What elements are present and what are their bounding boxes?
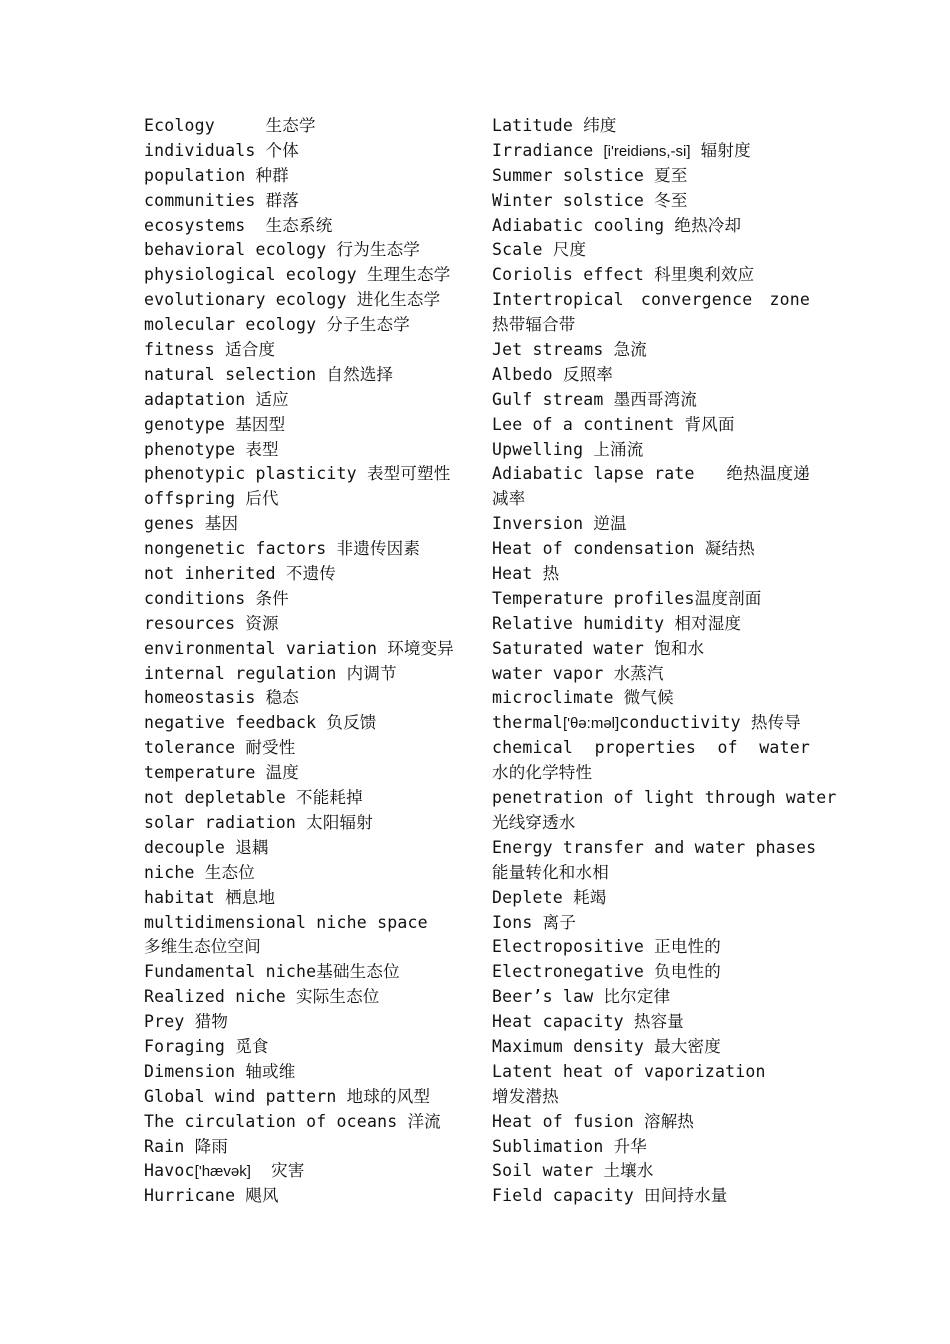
glossary-entry: resources 资源: [144, 613, 279, 633]
glossary-entry: Electronegative 负电性的: [492, 962, 721, 982]
glossary-entry-continuation: 热带辐合带: [492, 315, 576, 335]
glossary-entry: Lee of a continent 背风面: [492, 414, 735, 434]
glossary-entry: negative feedback 负反馈: [144, 713, 377, 733]
translation: 灾害: [250, 1161, 305, 1181]
glossary-entry: Heat of fusion 溶解热: [492, 1111, 695, 1131]
glossary-entry: Albedo 反照率: [492, 364, 614, 384]
glossary-entry: evolutionary ecology 进化生态学: [144, 290, 441, 310]
translation: 绝热温度递: [726, 464, 810, 484]
term-word: convergence: [640, 290, 753, 310]
glossary-entry: Inversion 逆温: [492, 514, 627, 534]
glossary-entry: conditions 条件: [144, 588, 289, 608]
glossary-entry-continuation: 减率: [492, 489, 526, 509]
glossary-entry: Coriolis effect 科里奥利效应: [492, 265, 755, 285]
glossary-entry: The circulation of oceans 洋流: [144, 1111, 441, 1131]
glossary-entry: Latitude 纬度: [492, 116, 617, 135]
term-word: of: [717, 738, 738, 758]
glossary-entry: temperature 温度: [144, 763, 300, 783]
glossary-entry: solar radiation 太阳辐射: [144, 812, 373, 832]
glossary-entry: Prey 猎物: [144, 1012, 229, 1032]
term: thermal: [492, 713, 563, 733]
term: Adiabatic lapse rate: [492, 464, 695, 484]
glossary-entry: microclimate 微气候: [492, 688, 674, 708]
glossary-entry: natural selection 自然选择: [144, 364, 394, 384]
glossary-entry: Global wind pattern 地球的风型: [144, 1086, 431, 1106]
glossary-entry: Soil water 土壤水: [492, 1161, 654, 1181]
glossary-entry: Realized niche 实际生态位: [144, 987, 380, 1007]
term-word: water: [759, 738, 810, 758]
glossary-entry: environmental variation 环境变异: [144, 638, 455, 658]
glossary-entry-chemical: [492, 736, 810, 761]
glossary-entry: Latent heat of vaporization: [492, 1061, 766, 1081]
glossary-entry: Jet streams 急流: [492, 340, 648, 360]
glossary-entry: penetration of light through water: [492, 788, 837, 808]
glossary-entry-irradiance: [492, 139, 810, 164]
glossary-entry: Deplete 耗竭: [492, 887, 607, 907]
glossary-entry: Summer solstice 夏至: [492, 165, 688, 185]
glossary-entry: individuals 个体: [144, 140, 300, 160]
glossary-entry-havoc: [144, 1159, 474, 1184]
glossary-entry: not inherited 不遗传: [144, 564, 336, 584]
glossary-entry-continuation: 水的化学特性: [492, 763, 593, 783]
term: Irradiance: [492, 140, 604, 160]
glossary-entry-continuation: 能量转化和水相: [492, 862, 609, 882]
term-word: chemical: [492, 738, 574, 758]
glossary-entry: population 种群: [144, 165, 289, 185]
glossary-entry: Scale 尺度: [492, 240, 587, 260]
right-column: [492, 114, 837, 1209]
glossary-entry: multidimensional niche space: [144, 912, 428, 932]
glossary-entry: Dimension 轴或维: [144, 1061, 296, 1081]
glossary-entry: Hurricane 飓风: [144, 1186, 279, 1206]
glossary-entry: phenotype 表型: [144, 439, 279, 459]
glossary-entry: offspring 后代: [144, 489, 279, 509]
translation: conductivity 热传导: [619, 713, 802, 733]
glossary-entry: fitness 适合度: [144, 340, 276, 360]
glossary-entry: molecular ecology 分子生态学: [144, 315, 410, 335]
glossary-entry: phenotypic plasticity 表型可塑性: [144, 464, 451, 484]
glossary-entry: Heat of condensation 凝结热: [492, 539, 755, 559]
glossary-entry: nongenetic factors 非遗传因素: [144, 539, 421, 559]
glossary-entry: communities 群落: [144, 190, 300, 210]
glossary-entry: genotype 基因型: [144, 414, 286, 434]
glossary-entry: Rain 降雨: [144, 1136, 229, 1156]
glossary-entry: Fundamental niche基础生态位: [144, 962, 400, 982]
glossary-entry: Maximum density 最大密度: [492, 1036, 721, 1056]
glossary-entry-lapse-rate: [492, 462, 810, 487]
glossary-entry: Saturated water 饱和水: [492, 638, 705, 658]
glossary-entry: Foraging 觅食: [144, 1036, 269, 1056]
glossary-entry: Adiabatic cooling 绝热冷却: [492, 215, 742, 235]
glossary-entry: tolerance 耐受性: [144, 738, 296, 758]
glossary-entry: Ecology 生态学: [144, 116, 316, 135]
glossary-entry: Beer’s law 比尔定律: [492, 987, 671, 1007]
glossary-entry-continuation: 光线穿透水: [492, 812, 576, 832]
glossary-entry: behavioral ecology 行为生态学: [144, 240, 421, 260]
glossary-entry: water vapor 水蒸汽: [492, 663, 664, 683]
glossary-entry: Gulf stream 墨西哥湾流: [492, 389, 698, 409]
glossary-entry: not depletable 不能耗掉: [144, 788, 363, 808]
glossary-entry: Relative humidity 相对湿度: [492, 613, 742, 633]
term-word: properties: [594, 738, 696, 758]
glossary-entry-itcz: [492, 288, 810, 313]
glossary-entry: Electropositive 正电性的: [492, 937, 721, 957]
glossary-entry: Upwelling 上涌流: [492, 439, 644, 459]
phonetic: [i'reidiəns,-si]: [603, 142, 691, 160]
glossary-entry: ecosystems 生态系统: [144, 215, 333, 235]
glossary-entry-thermal: [492, 711, 810, 736]
glossary-entry: Energy transfer and water phases: [492, 837, 817, 857]
glossary-entry: Field capacity 田间持水量: [492, 1186, 728, 1206]
glossary-entry: physiological ecology 生理生态学: [144, 265, 451, 285]
phonetic: ['hævək]: [194, 1163, 251, 1181]
term-word: zone: [769, 290, 810, 310]
translation: 辐射度: [690, 140, 751, 160]
glossary-entry: niche 生态位: [144, 862, 255, 882]
glossary-entry: Ions 离子: [492, 912, 577, 932]
term-word: Intertropical: [492, 290, 624, 310]
glossary-entry: Sublimation 升华: [492, 1136, 648, 1156]
glossary-entry: adaptation 适应: [144, 389, 289, 409]
glossary-entry-continuation: 多维生态位空间: [144, 937, 261, 957]
glossary-entry: genes 基因: [144, 514, 239, 534]
glossary-entry: habitat 栖息地: [144, 887, 276, 907]
glossary-entry: Winter solstice 冬至: [492, 190, 688, 210]
glossary-entry: decouple 退耦: [144, 837, 269, 857]
glossary-entry-continuation: 增发潜热: [492, 1086, 559, 1106]
glossary-entry: Temperature profiles温度剖面: [492, 588, 762, 608]
phonetic: ['θə:məl]: [562, 715, 620, 733]
left-column: [144, 114, 474, 1209]
glossary-entry: Heat 热: [492, 564, 560, 584]
term: Havoc: [144, 1161, 195, 1181]
glossary-entry: Heat capacity 热容量: [492, 1012, 684, 1032]
glossary-entry: homeostasis 稳态: [144, 688, 300, 708]
glossary-entry: internal regulation 内调节: [144, 663, 397, 683]
